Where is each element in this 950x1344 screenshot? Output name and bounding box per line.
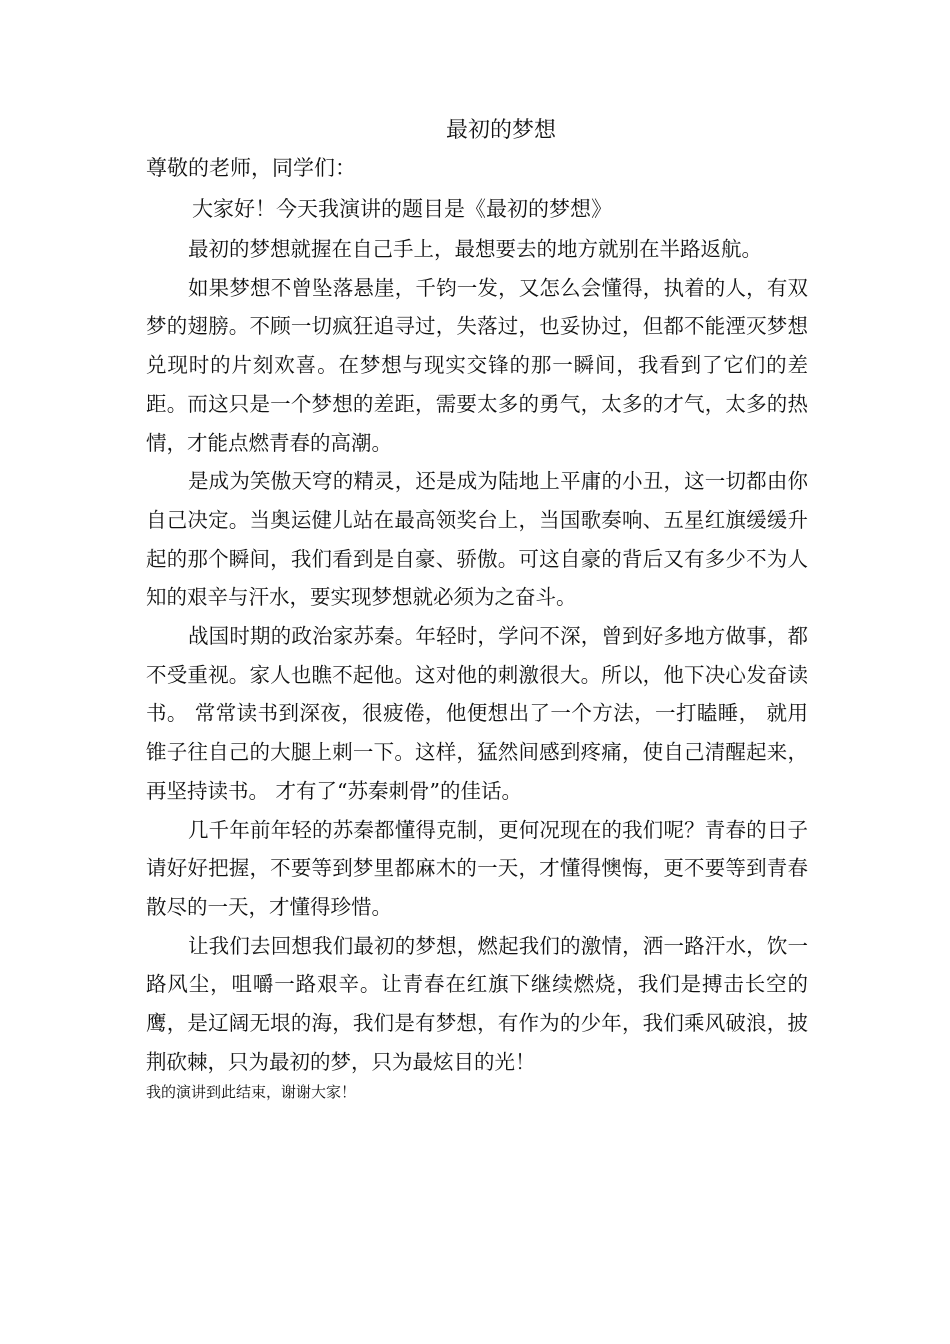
paragraph: 让我们去回想我们最初的梦想，燃起我们的激情，洒一路汗水，饮一路风尘，咀嚼一路艰辛。让青春在红旗下继续燃烧，我们是搏击长空的鹰，是辽阔无垠的海，我们是有梦想，有作为的少年，我们乘风破浪，披荆砍棘，只为最初的梦，只为最炫目的光！ bbox=[146, 933, 808, 1074]
closing-line: 我的演讲到此结束，谢谢大家！ bbox=[146, 1083, 357, 1101]
paragraph: 是成为笑傲天穹的精灵，还是成为陆地上平庸的小丑，这一切都由你自己决定。当奥运健儿站在最高领奖台上，当国歌奏响、五星红旗缓缓升起的那个瞬间，我们看到是自豪、骄傲。可这自豪的背后又有多少不为人知的艰辛与汗水，要实现梦想就必须为之奋斗。 bbox=[146, 469, 808, 610]
salutation: 尊敬的老师，同学们： bbox=[146, 156, 356, 180]
speech-body bbox=[146, 230, 808, 1081]
paragraph: 几千年前年轻的苏秦都懂得克制，更何况现在的我们呢？青春的日子请好好把握，不要等到梦里都麻木的一天，才懂得懊悔，更不要等到青春散尽的一天，才懂得珍惜。 bbox=[146, 817, 808, 919]
document-title: 最初的梦想 bbox=[445, 118, 556, 143]
intro-line: 大家好！今天我演讲的题目是《最初的梦想》 bbox=[192, 197, 612, 221]
paragraph: 如果梦想不曾坠落悬崖，千钧一发，又怎么会懂得，执着的人，有双梦的翅膀。不顾一切疯狂追寻过，失落过，也妥协过，但都不能湮灭梦想兑现时的片刻欢喜。在梦想与现实交锋的那一瞬间，我看到了它们的差距。而这只是一个梦想的差距，需要太多的勇气，太多的才气，太多的热情，才能点燃青春的高潮。 bbox=[146, 275, 808, 455]
paragraph: 战国时期的政治家苏秦。年轻时，学问不深，曾到好多地方做事，都不受重视。家人也瞧不起他。这对他的刺激很大。所以，他下决心发奋读书。 常常读书到深夜，很疲倦，他便想出了一个方法，一打瞌睡， 就用锥子往自己的大腿上刺一下。这样，猛然间感到疼痛，使自己清醒起来，再坚持读书。 才有了“苏秦刺骨”的佳话。 bbox=[146, 624, 808, 803]
paragraph: 最初的梦想就握在自己手上，最想要去的地方就别在半路返航。 bbox=[188, 237, 762, 261]
